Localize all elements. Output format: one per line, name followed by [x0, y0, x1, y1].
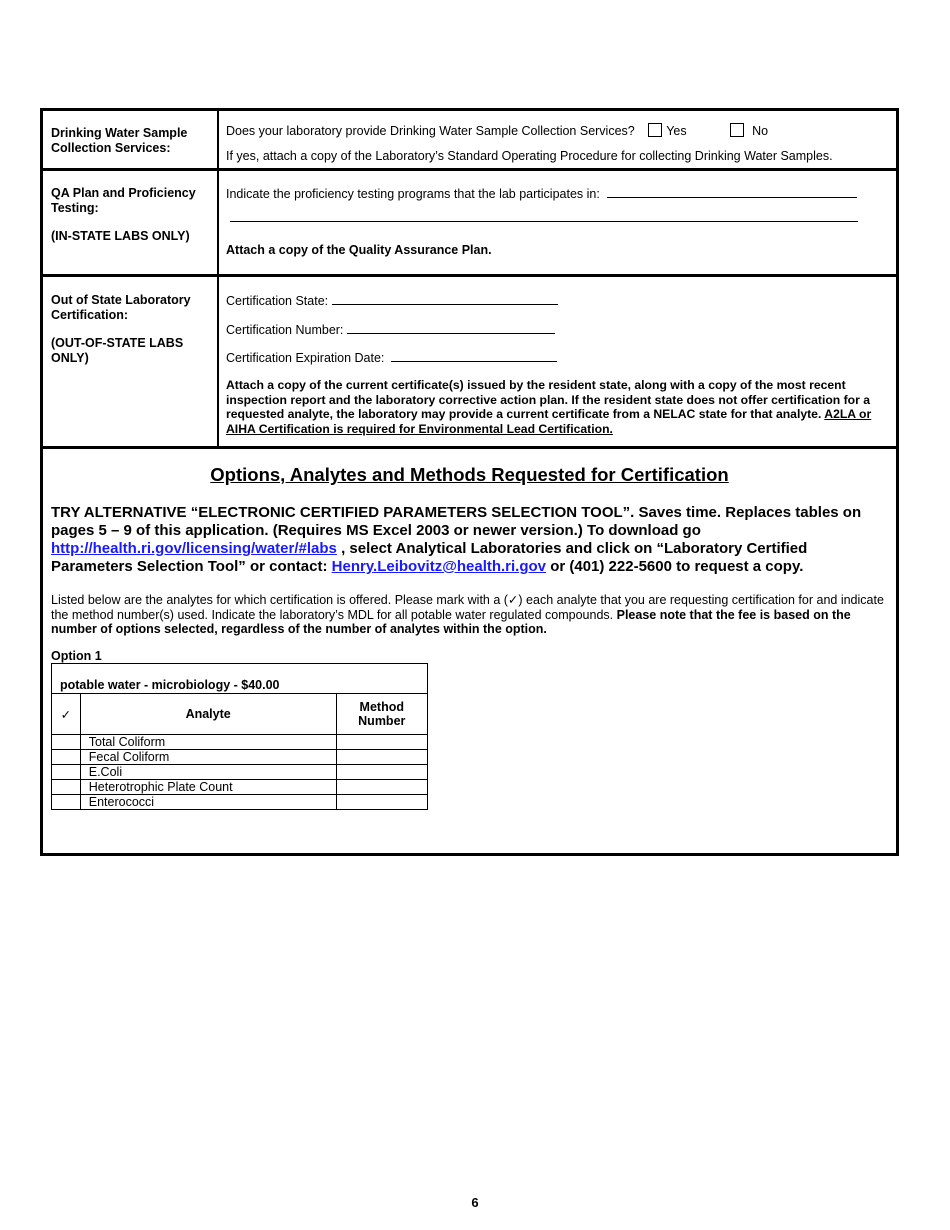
no-label: No — [752, 124, 769, 138]
yes-label: Yes — [666, 124, 687, 138]
out-of-state-attach — [226, 378, 891, 436]
qa-plan-row — [43, 171, 896, 275]
analyte-name: Heterotrophic Plate Count — [80, 780, 336, 795]
check-column-header: ✓ — [52, 694, 81, 735]
qa-plan-attach: Attach a copy of the Quality Assurance Plan. — [226, 243, 492, 257]
cert-state-input[interactable] — [332, 293, 558, 305]
sample-collection-label: Drinking Water Sample Collection Services: — [51, 126, 188, 155]
out-of-state-sublabel: (OUT-OF-STATE LABS ONLY) — [51, 336, 184, 365]
row-separator — [43, 446, 896, 449]
method-number-cell[interactable] — [336, 795, 427, 810]
analyte-name: Fecal Coliform — [80, 750, 336, 765]
analyte-name: Total Coliform — [80, 735, 336, 750]
method-number-cell[interactable] — [336, 750, 427, 765]
proficiency-input-line-2[interactable] — [230, 221, 858, 222]
method-column-header: Method Number — [336, 694, 427, 735]
cert-number-input[interactable] — [347, 322, 555, 334]
table-row — [52, 795, 428, 810]
analyte-checkbox-cell[interactable] — [52, 780, 81, 795]
analyte-checkbox-cell[interactable] — [52, 735, 81, 750]
lead-certification-note: A2LA or AIHA Certification is required for Environmental Lead Certification. — [226, 407, 872, 436]
analyte-name: Enterococci — [80, 795, 336, 810]
table-row — [52, 750, 428, 765]
cert-expiration-label: Certification Expiration Date: — [226, 351, 385, 365]
electronic-tool-text-1: TRY ALTERNATIVE “ELECTRONIC CERTIFIED PARAMETERS SELECTION TOOL”. Saves time. Replaces tables on pages 5 – 9 of this application. (Requires MS Excel 2003 or newer version.) To download go — [51, 504, 862, 539]
fee-note: Please note that the fee is based on the number of options selected, regardless of the number of analytes within the option. — [51, 607, 851, 636]
proficiency-input[interactable] — [607, 186, 857, 198]
cert-state-label: Certification State: — [226, 294, 329, 308]
analytes-instructions-text: Listed below are the analytes for which certification is offered. Please mark with a (✓) each analyte that you are requesting certification for and indicate the method number(s) used. Indicate the laboratory’s MDL for all potable water regulated compounds. — [51, 593, 884, 622]
electronic-tool-notice — [51, 504, 889, 576]
analytes-instructions — [51, 593, 889, 637]
form-frame — [40, 108, 899, 856]
analyte-checkbox-cell[interactable] — [52, 750, 81, 765]
yes-checkbox[interactable] — [648, 123, 662, 137]
table-row — [52, 735, 428, 750]
out-of-state-row — [43, 277, 896, 447]
sample-collection-row — [43, 111, 896, 169]
qa-plan-sublabel: (IN-STATE LABS ONLY) — [51, 229, 190, 243]
method-number-cell[interactable] — [336, 780, 427, 795]
method-number-cell[interactable] — [336, 765, 427, 780]
licensing-link[interactable]: http://health.ri.gov/licensing/water/#labs — [51, 540, 337, 557]
cert-expiration-input[interactable] — [391, 350, 557, 362]
out-of-state-label: Out of State Laboratory Certification: — [51, 293, 191, 322]
contact-email-link[interactable]: Henry.Leibovitz@health.ri.gov — [331, 558, 547, 575]
proficiency-prompt: Indicate the proficiency testing programs that the lab participates in: — [226, 187, 600, 201]
sample-collection-question: Does your laboratory provide Drinking Water Sample Collection Services? — [226, 124, 635, 138]
table-row — [52, 780, 428, 795]
option-1-label: Option 1 — [51, 649, 102, 663]
no-checkbox[interactable] — [730, 123, 744, 137]
analyte-checkbox-cell[interactable] — [52, 795, 81, 810]
option-1-table-header: potable water - microbiology - $40.00 — [52, 664, 428, 694]
method-number-cell[interactable] — [336, 735, 427, 750]
sample-collection-note: If yes, attach a copy of the Laboratory’s Standard Operating Procedure for collecting Drinking Water Samples. — [226, 149, 833, 163]
proficiency-line — [226, 186, 886, 202]
page-number: 6 — [471, 1195, 479, 1210]
electronic-tool-text-2: , select Analytical Laboratories and click on “Laboratory Certified Parameters Selection Tool” or contact: — [51, 540, 808, 575]
cert-number-line — [226, 322, 555, 338]
options-section-title: Options, Analytes and Methods Requested for Certification — [210, 464, 729, 485]
cert-number-label: Certification Number: — [226, 323, 344, 337]
qa-plan-label: QA Plan and Proficiency Testing: — [51, 186, 196, 215]
sample-collection-question-line — [226, 123, 886, 139]
analyte-name: E.Coli — [80, 765, 336, 780]
table-row — [52, 765, 428, 780]
option-1-table — [51, 663, 428, 810]
cert-state-line — [226, 293, 558, 309]
cert-expiration-line — [226, 350, 557, 366]
analyte-checkbox-cell[interactable] — [52, 765, 81, 780]
analyte-column-header: Analyte — [80, 694, 336, 735]
electronic-tool-text-3: or (401) 222-5600 to request a copy. — [550, 558, 804, 575]
out-of-state-attach-text: Attach a copy of the current certificate(s) issued by the resident state, along with a copy of the most recent inspection report and the laboratory corrective action plan. If the resident state does not offer certification for a requested analyte, the laboratory may provide a current certificate from a NELAC state for that analyte. — [226, 378, 871, 421]
